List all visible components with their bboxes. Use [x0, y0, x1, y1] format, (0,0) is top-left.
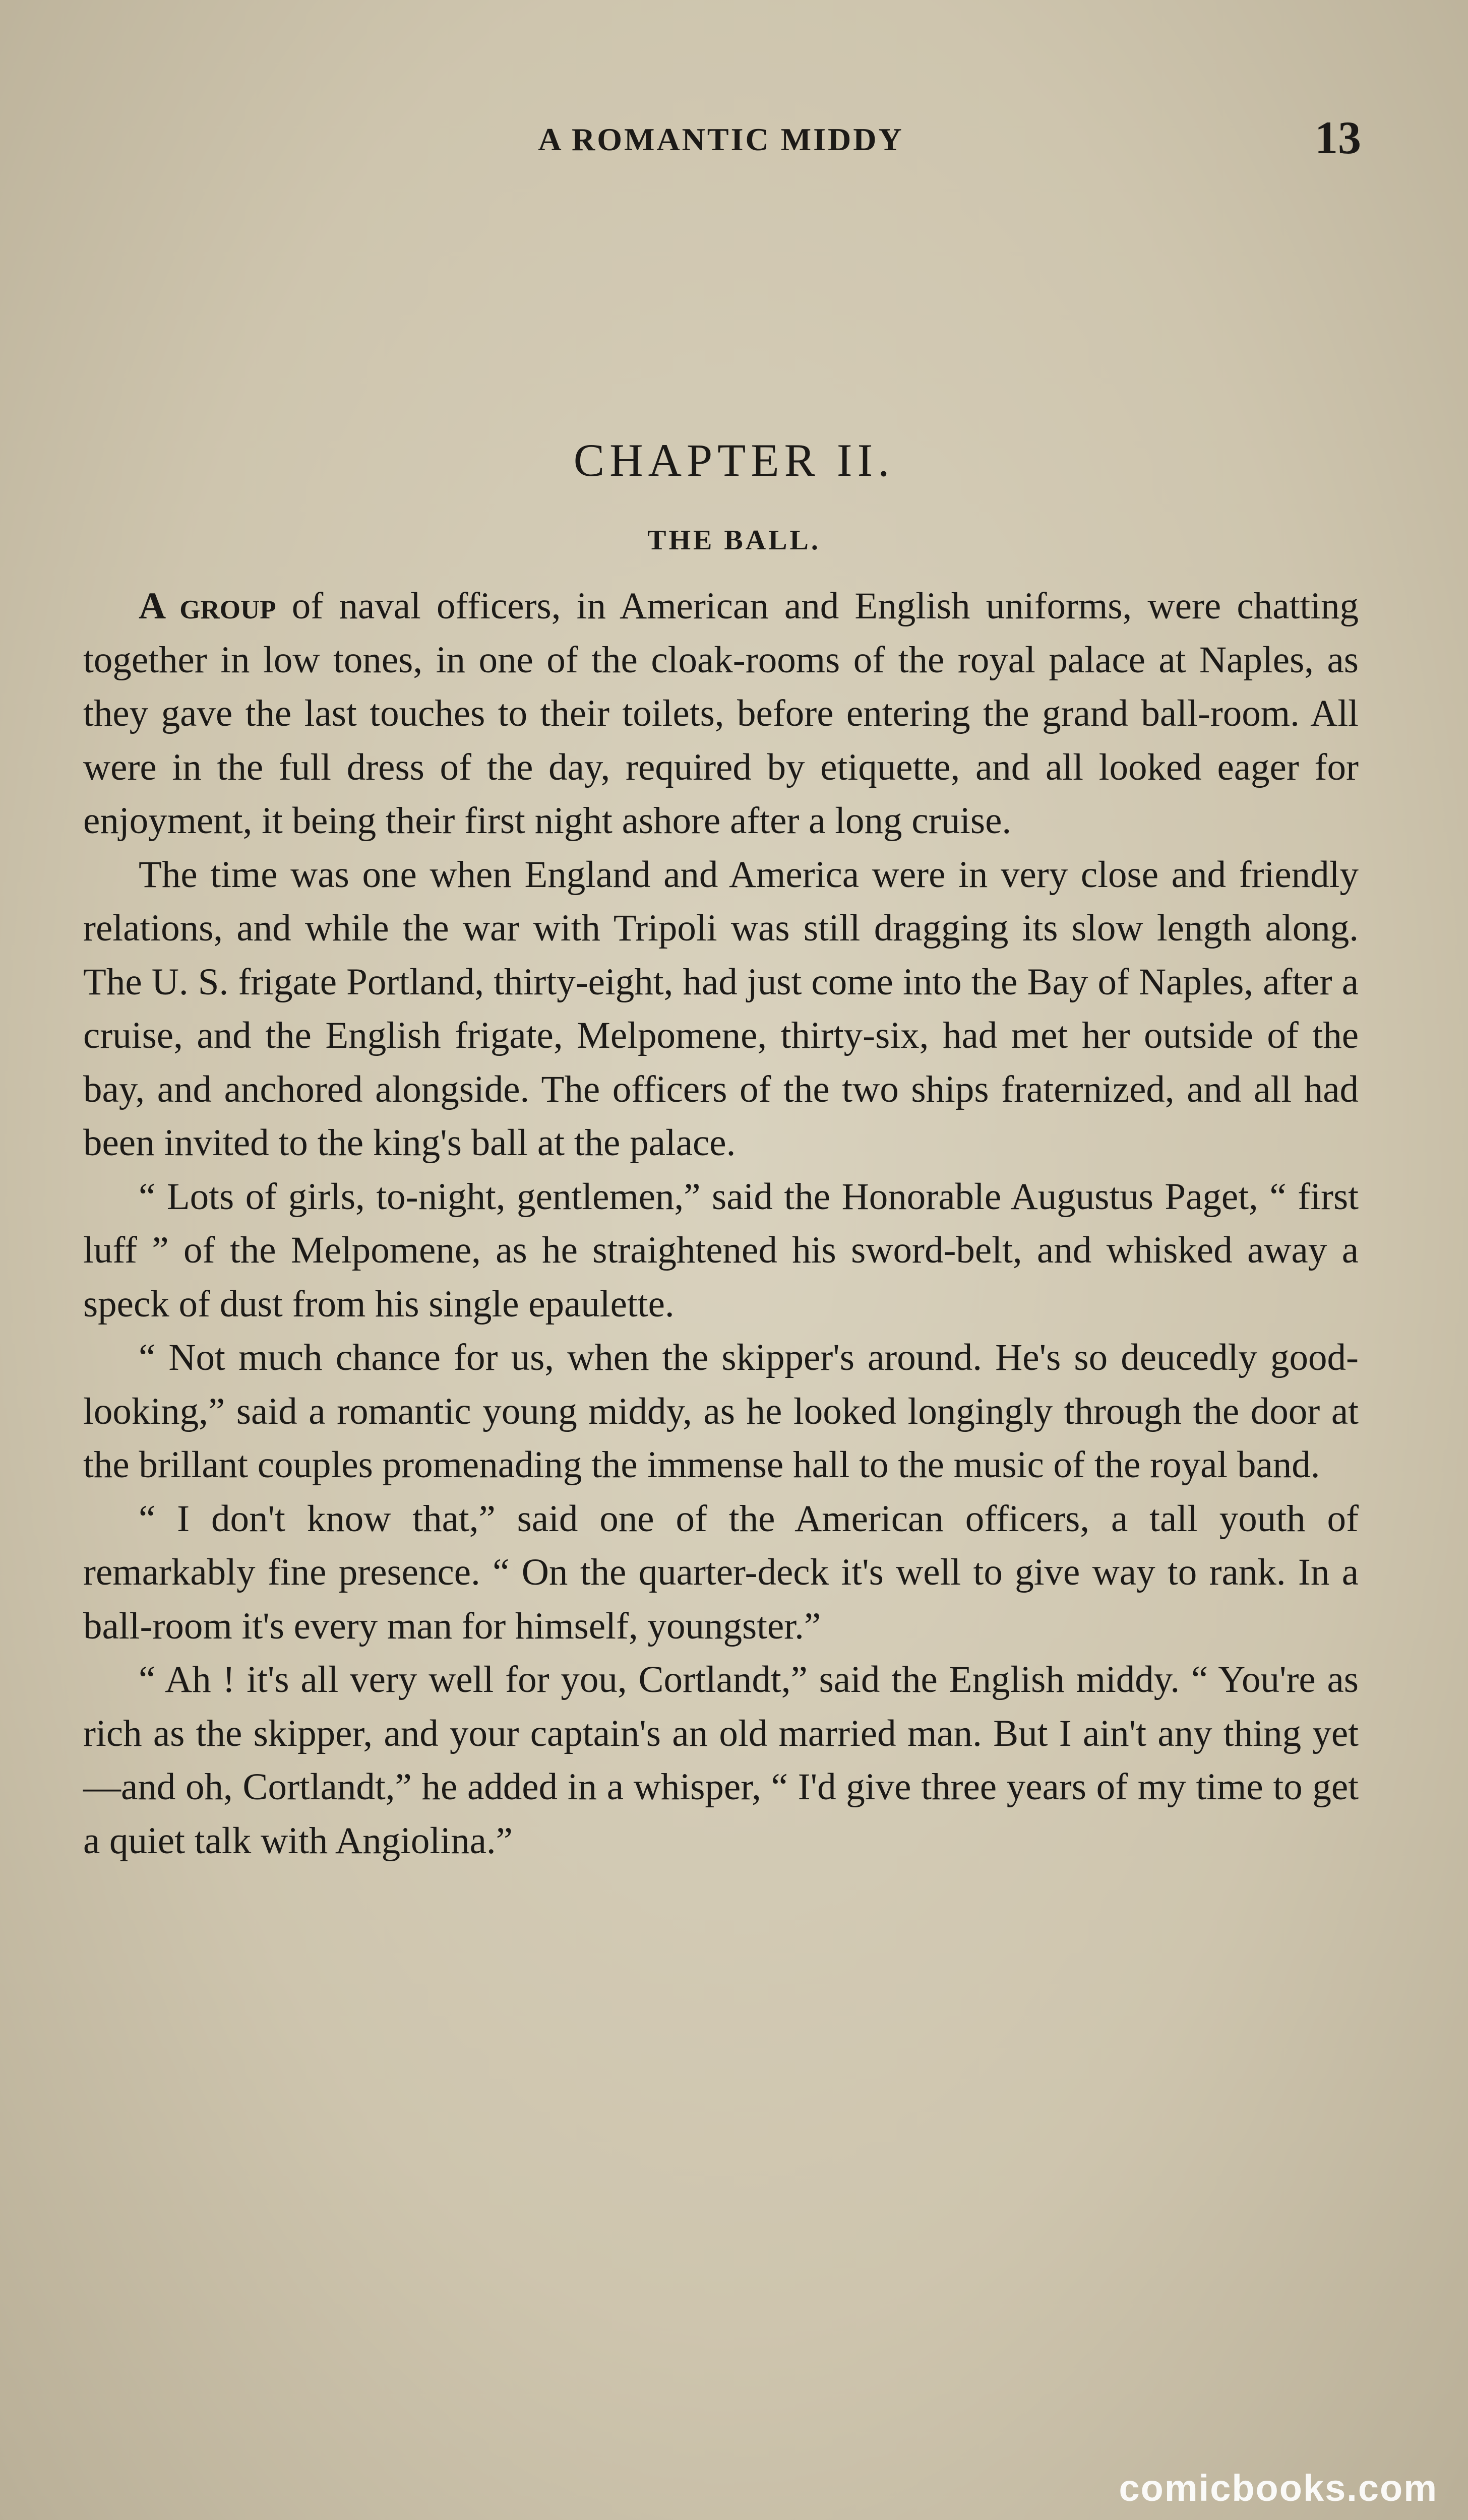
- chapter-title: CHAPTER II.: [573, 434, 895, 486]
- paragraph-1: [83, 580, 1359, 848]
- page-header: [81, 111, 1361, 171]
- paragraph-3: “ Lots of girls, to-night, gentlemen,” said the Honorable Augustus Paget, “ first luff ” of the Melpomene, as he straightened his sword-belt, and whisked away a speck of dust from his single epaulette.: [83, 1175, 1359, 1325]
- running-title: A ROMANTIC MIDDY: [538, 121, 904, 157]
- watermark: comicbooks.com: [1119, 2467, 1438, 2509]
- opening-letter: A: [139, 585, 164, 627]
- paragraph-4: “ Not much chance for us, when the skipper's around. He's so deucedly good-looking,” said a romantic young middy, as he looked longingly through the door at the brillant couples promenading the immense hall to the music of the royal band.: [83, 1337, 1359, 1486]
- page-number: 13: [1315, 112, 1361, 163]
- chapter-subtitle: THE BALL.: [647, 525, 821, 556]
- body-text: [83, 580, 1359, 1868]
- paragraph-5: “ I don't know that,” said one of the American officers, a tall youth of remarkably fine presence. “ On the quarter-deck it's well to give way to rank. In a ball-room it's every man for himself, youngster.”: [83, 1497, 1359, 1647]
- paragraph-6: “ Ah ! it's all very well for you, Cortlandt,” said the English middy. “ You're as rich as the skipper, and your captain's an old married man. But I ain't any thing yet—and oh, Cortlandt,” he added in a whisper, “ I'd give three years of my time to get a quiet talk with Angiolina.”: [83, 1659, 1359, 1862]
- opening-words: [139, 585, 276, 627]
- opening-small-caps: group: [179, 585, 276, 627]
- paragraph-2: The time was one when England and America were in very close and friendly relations, and while the war with Tripoli was still dragging its slow length along. The U. S. frigate Portland, thirty-eight, had just come into the Bay of Naples, after a cruise, and the English frigate, Melpomene, thirty-six, had met her outside of the bay, and anchored alongside. The officers of the two ships fraternized, and all had been invited to the king's ball at the palace.: [83, 853, 1359, 1164]
- paragraph-1-text: of naval officers, in American and English uniforms, were chatting together in low tones, in one of the cloak-rooms of the royal palace at Naples, as they gave the last touches to their toilets, before entering the grand ball-room. All were in the full dress of the day, required by etiquette, and all looked eager for enjoyment, it being their first night ashore after a long cruise.: [83, 585, 1359, 842]
